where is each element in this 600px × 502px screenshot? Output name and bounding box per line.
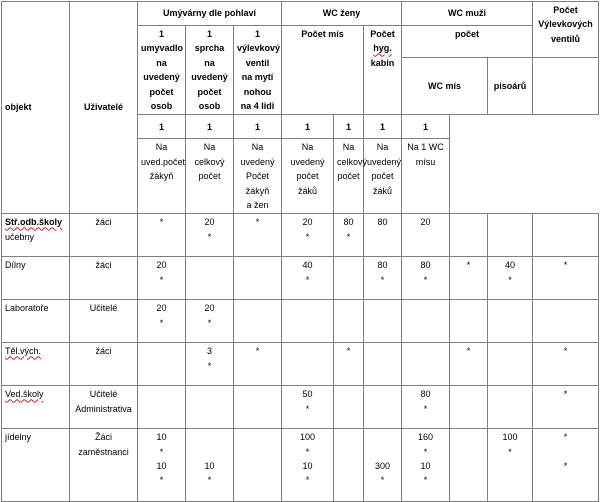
header-vylevka: 1 výlevkový ventil na mytí nohou na 4 lidi [234, 26, 282, 115]
cell-objekt: jídelny [2, 429, 70, 502]
header-objekt: objekt [2, 2, 70, 214]
desc-z-celk: Na celkový počet [186, 139, 234, 214]
cell-vyl [533, 300, 599, 343]
cell-objekt: Stř.odb.školy učebny [2, 214, 70, 257]
cell-sprcha: 3 * [186, 343, 234, 386]
header-pocet: počet [402, 26, 533, 58]
header-one: 1 [234, 115, 282, 139]
cell-objekt: Dílny [2, 257, 70, 300]
cell-z-uved: 20 * [282, 214, 334, 257]
table-row [2, 386, 599, 429]
cell-sprcha [186, 257, 234, 300]
cell-uzivatele: Učitelé Administrativa [70, 386, 138, 429]
header-one: 1 [364, 115, 402, 139]
cell-m-uved [402, 343, 450, 386]
cell-m-uved: 80 * [402, 386, 450, 429]
cell-vylevka [234, 257, 282, 300]
cell-m-pis [488, 300, 533, 343]
cell-vyl: * [533, 257, 599, 300]
cell-sprcha: 10 * [186, 429, 234, 502]
cell-vyl: * [533, 386, 599, 429]
cell-objekt: Ved.školy [2, 386, 70, 429]
header-one: 1 [334, 115, 364, 139]
cell-z-uved: 100 * 10 * [282, 429, 334, 502]
cell-umyvadlo: * [138, 214, 186, 257]
header-umyvadlo: 1 umyvadlo na uvedený počet osob [138, 26, 186, 115]
sanitary-table [1, 1, 599, 502]
cell-m-uved: 160 * 10 * [402, 429, 450, 502]
desc-vyl: Na 1 WC mísu [402, 139, 450, 214]
cell-m-pis [488, 343, 533, 386]
cell-m-celk: * [450, 257, 488, 300]
cell-z-hyg [364, 386, 402, 429]
cell-m-pis: 40 * [488, 257, 533, 300]
cell-uzivatele: Žáci zaměstnanci [70, 429, 138, 502]
desc-m-uved: Na uvedený počet žáků [282, 139, 334, 214]
cell-z-hyg: 300 * [364, 429, 402, 502]
cell-umyvadlo: 10 * 10 * [138, 429, 186, 502]
cell-objekt: Těl.vých. [2, 343, 70, 386]
header-pocet-mis: Počet mís [282, 26, 364, 115]
header-pocet-vylevek: Počet Výlevkových ventilů [533, 2, 599, 58]
header-pisoaru: pisoárů [488, 57, 533, 114]
desc-m-pis: Na uvedený počet žáků [364, 139, 402, 214]
cell-m-celk [450, 386, 488, 429]
cell-z-celk [334, 429, 364, 502]
cell-uzivatele: žáci [70, 257, 138, 300]
cell-vyl: * * [533, 429, 599, 502]
cell-umyvadlo [138, 343, 186, 386]
cell-m-celk [450, 214, 488, 257]
cell-uzivatele: žáci [70, 343, 138, 386]
cell-z-celk [334, 257, 364, 300]
cell-m-celk [450, 300, 488, 343]
cell-z-hyg: 80 * [364, 257, 402, 300]
cell-sprcha: 20 * [186, 214, 234, 257]
header-sprcha: 1 sprcha na uvedený počet osob [186, 26, 234, 115]
cell-sprcha [186, 386, 234, 429]
desc-z-hyg: Na uvedený Počet žákyň a žen [234, 139, 282, 214]
header-one: 1 [138, 115, 186, 139]
cell-m-celk [450, 429, 488, 502]
desc-m-celk: Na celkový počet [334, 139, 364, 214]
cell-vylevka [234, 429, 282, 502]
cell-vyl: * [533, 343, 599, 386]
header-uzivatele: Uživatelé [70, 2, 138, 214]
header-wc-zeny: WC ženy [282, 2, 402, 26]
cell-z-hyg: 80 [364, 214, 402, 257]
header-one: 1 [402, 115, 450, 139]
cell-vylevka [234, 300, 282, 343]
header-umyvarny: Umývárny dle pohlaví [138, 2, 282, 26]
header-pocet-hyg: Počet hyg. kabin [364, 26, 402, 115]
header-wc-mis: WC mís [402, 57, 488, 114]
cell-z-celk [334, 386, 364, 429]
cell-z-celk [334, 300, 364, 343]
cell-uzivatele: Učitelé [70, 300, 138, 343]
cell-objekt: Laboratoře [2, 300, 70, 343]
header-empty-cell [533, 57, 599, 114]
header-one: 1 [186, 115, 234, 139]
cell-umyvadlo: 20 * [138, 257, 186, 300]
cell-z-uved: 40 * [282, 257, 334, 300]
cell-z-celk: 80 * [334, 214, 364, 257]
cell-m-pis [488, 214, 533, 257]
desc-z-uved: Na uved.počet žákyň [138, 139, 186, 214]
cell-z-uved: 50 * [282, 386, 334, 429]
cell-uzivatele: žáci [70, 214, 138, 257]
cell-vylevka: * [234, 214, 282, 257]
cell-z-hyg [364, 300, 402, 343]
table-row [2, 429, 599, 502]
cell-m-uved [402, 300, 450, 343]
cell-vyl [533, 214, 599, 257]
cell-m-uved: 20 [402, 214, 450, 257]
cell-m-pis [488, 386, 533, 429]
cell-z-hyg [364, 343, 402, 386]
table-row [2, 300, 599, 343]
header-one: 1 [282, 115, 334, 139]
cell-umyvadlo [138, 386, 186, 429]
cell-umyvadlo: 20 * [138, 300, 186, 343]
cell-z-uved [282, 300, 334, 343]
table-row [2, 257, 599, 300]
cell-m-celk: * [450, 343, 488, 386]
cell-sprcha: 20 * [186, 300, 234, 343]
table-row [2, 214, 599, 257]
cell-m-pis: 100 * [488, 429, 533, 502]
cell-z-uved [282, 343, 334, 386]
cell-z-celk: * [334, 343, 364, 386]
header-wc-muzi: WC muži [402, 2, 533, 26]
cell-vylevka: * [234, 343, 282, 386]
cell-m-uved: 80 * [402, 257, 450, 300]
cell-vylevka [234, 386, 282, 429]
table-row [2, 343, 599, 386]
